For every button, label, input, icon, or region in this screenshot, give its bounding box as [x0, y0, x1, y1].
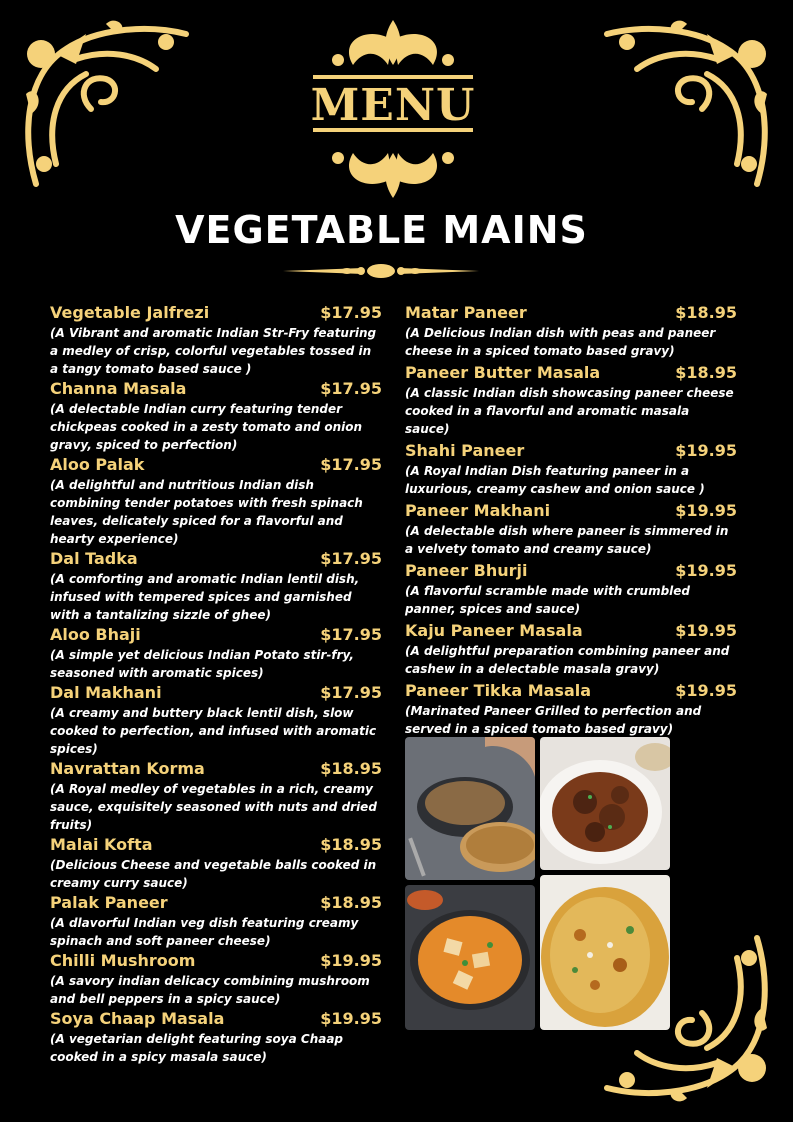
menu-item-description: (Delicious Cheese and vegetable balls cooked in creamy curry sauce) — [50, 858, 377, 890]
menu-item-price: $19.95 — [675, 561, 737, 580]
menu-item-price: $17.95 — [320, 549, 382, 568]
menu-item-name: Malai Kofta — [50, 835, 153, 854]
menu-item-price: $17.95 — [320, 303, 382, 322]
menu-item-name: Vegetable Jalfrezi — [50, 303, 210, 322]
menu-item — [50, 892, 382, 950]
menu-item — [50, 454, 382, 548]
menu-item-description: (A dlavorful Indian veg dish featuring creamy spinach and soft paneer cheese) — [50, 916, 359, 948]
dal-with-paratha-photo — [405, 737, 535, 880]
menu-item — [405, 560, 737, 618]
left-menu-column — [50, 302, 382, 1066]
menu-item-price: $19.95 — [675, 621, 737, 640]
menu-item-price: $18.95 — [320, 759, 382, 778]
corner-ornament-top-right-icon — [602, 14, 777, 189]
menu-item-name: Paneer Makhani — [405, 501, 551, 520]
menu-item-header — [405, 680, 737, 702]
menu-item — [50, 302, 382, 378]
menu-item — [50, 624, 382, 682]
menu-item-name: Shahi Paneer — [405, 441, 525, 460]
menu-item-header — [50, 1008, 382, 1030]
menu-item-price: $19.95 — [675, 441, 737, 460]
menu-item-description: (A vegetarian delight featuring soya Chaap cooked in a spicy masala sauce) — [50, 1032, 344, 1064]
menu-item-price: $19.95 — [320, 1009, 382, 1028]
menu-item — [405, 302, 737, 360]
menu-item-price: $17.95 — [320, 379, 382, 398]
menu-item-description: (A savory indian delicacy combining mushroom and bell peppers in a spicy sauce) — [50, 974, 370, 1006]
menu-item — [405, 620, 737, 678]
menu-item — [405, 440, 737, 498]
menu-item-name: Paneer Tikka Masala — [405, 681, 592, 700]
menu-item-price: $18.95 — [320, 835, 382, 854]
menu-item-name: Palak Paneer — [50, 893, 168, 912]
menu-item-header — [50, 682, 382, 704]
menu-item-name: Dal Makhani — [50, 683, 162, 702]
menu-item-name: Aloo Bhaji — [50, 625, 141, 644]
menu-item-header — [405, 440, 737, 462]
corner-ornament-top-left-icon — [16, 14, 191, 189]
divider-ornament-icon — [283, 262, 479, 280]
menu-item-description: (A delectable dish where paneer is simmered in a velvety tomato and creamy sauce) — [405, 524, 729, 556]
menu-item-name: Aloo Palak — [50, 455, 145, 474]
menu-item-price: $17.95 — [320, 455, 382, 474]
menu-item-header — [405, 560, 737, 582]
menu-item-price: $19.95 — [675, 681, 737, 700]
menu-item-description: (A comforting and aromatic Indian lentil dish, infused with tempered spices and garnished with a tantalizing sizzle of ghee) — [50, 572, 360, 622]
menu-item-name: Dal Tadka — [50, 549, 138, 568]
menu-item-description: (A creamy and buttery black lentil dish, slow cooked to perfection, and infused with aromatic spices) — [50, 706, 377, 756]
menu-item-header — [405, 302, 737, 324]
menu-item-price: $18.95 — [320, 893, 382, 912]
menu-item-name: Paneer Bhurji — [405, 561, 528, 580]
menu-item — [50, 682, 382, 758]
menu-item-description: (A Delicious Indian dish with peas and paneer cheese in a spiced tomato based gravy) — [405, 326, 716, 358]
menu-item-header — [50, 892, 382, 914]
menu-item-price: $18.95 — [675, 303, 737, 322]
menu-item-description: (A simple yet delicious Indian Potato stir-fry, seasoned with aromatic spices) — [50, 648, 354, 680]
menu-item-header — [50, 950, 382, 972]
menu-item-header — [405, 362, 737, 384]
menu-item — [50, 834, 382, 892]
menu-item-description: (Marinated Paneer Grilled to perfection and served in a spiced tomato based gravy) — [405, 704, 702, 736]
menu-item — [50, 378, 382, 454]
menu-item-name: Navrattan Korma — [50, 759, 205, 778]
menu-item-header — [50, 758, 382, 780]
menu-item-header — [405, 620, 737, 642]
menu-item-price: $19.95 — [320, 951, 382, 970]
menu-item-name: Paneer Butter Masala — [405, 363, 601, 382]
menu-item-name: Matar Paneer — [405, 303, 527, 322]
menu-item-price: $17.95 — [320, 625, 382, 644]
menu-item — [50, 758, 382, 834]
menu-item-name: Soya Chaap Masala — [50, 1009, 225, 1028]
menu-item-description: (A Royal medley of vegetables in a rich, creamy sauce, exquisitely seasoned with nuts and dried fruits) — [50, 782, 377, 832]
menu-item-description: (A classic Indian dish showcasing paneer cheese cooked in a flavorful and aromatic masala sauce) — [405, 386, 734, 436]
menu-item — [50, 548, 382, 624]
menu-item-description: (A flavorful scramble made with crumbled panner, spices and sauce) — [405, 584, 690, 616]
menu-item-header — [50, 548, 382, 570]
menu-item-name: Chilli Mushroom — [50, 951, 196, 970]
menu-item-name: Channa Masala — [50, 379, 187, 398]
menu-item-description: (A Royal Indian Dish featuring paneer in a luxurious, creamy cashew and onion sauce ) — [405, 464, 705, 496]
menu-item-description: (A delightful preparation combining paneer and cashew in a delectable masala gravy) — [405, 644, 730, 676]
menu-item-header — [405, 500, 737, 522]
menu-item — [405, 500, 737, 558]
menu-item-description: (A delectable Indian curry featuring tender chickpeas cooked in a zesty tomato and onion gravy, spiced to perfection) — [50, 402, 363, 452]
menu-item-price: $19.95 — [675, 501, 737, 520]
right-menu-column — [405, 302, 737, 740]
menu-item-header — [50, 378, 382, 400]
menu-item — [405, 362, 737, 438]
menu-item-header — [50, 834, 382, 856]
paneer-curry-photo — [405, 885, 535, 1030]
menu-item-name: Kaju Paneer Masala — [405, 621, 583, 640]
menu-item-header — [50, 454, 382, 476]
menu-item-description: (A delightful and nutritious Indian dish combining tender potatoes with fresh spinach leaves, delicately spiced for a flavorful and hearty experience) — [50, 478, 363, 546]
menu-item-header — [50, 624, 382, 646]
menu-item — [50, 1008, 382, 1066]
menu-item — [405, 680, 737, 738]
section-title: VEGETABLE MAINS — [175, 208, 588, 252]
menu-item-price: $17.95 — [320, 683, 382, 702]
menu-item-description: (A Vibrant and aromatic Indian Str-Fry featuring a medley of crisp, colorful vegetables tossed in a tangy tomato based sauce ) — [50, 326, 377, 376]
curry-bowl-photo — [540, 737, 670, 870]
menu-title: MENU — [310, 80, 476, 131]
menu-item-price: $18.95 — [675, 363, 737, 382]
menu-item-header — [50, 302, 382, 324]
menu-item — [50, 950, 382, 1008]
biryani-photo — [540, 875, 670, 1030]
